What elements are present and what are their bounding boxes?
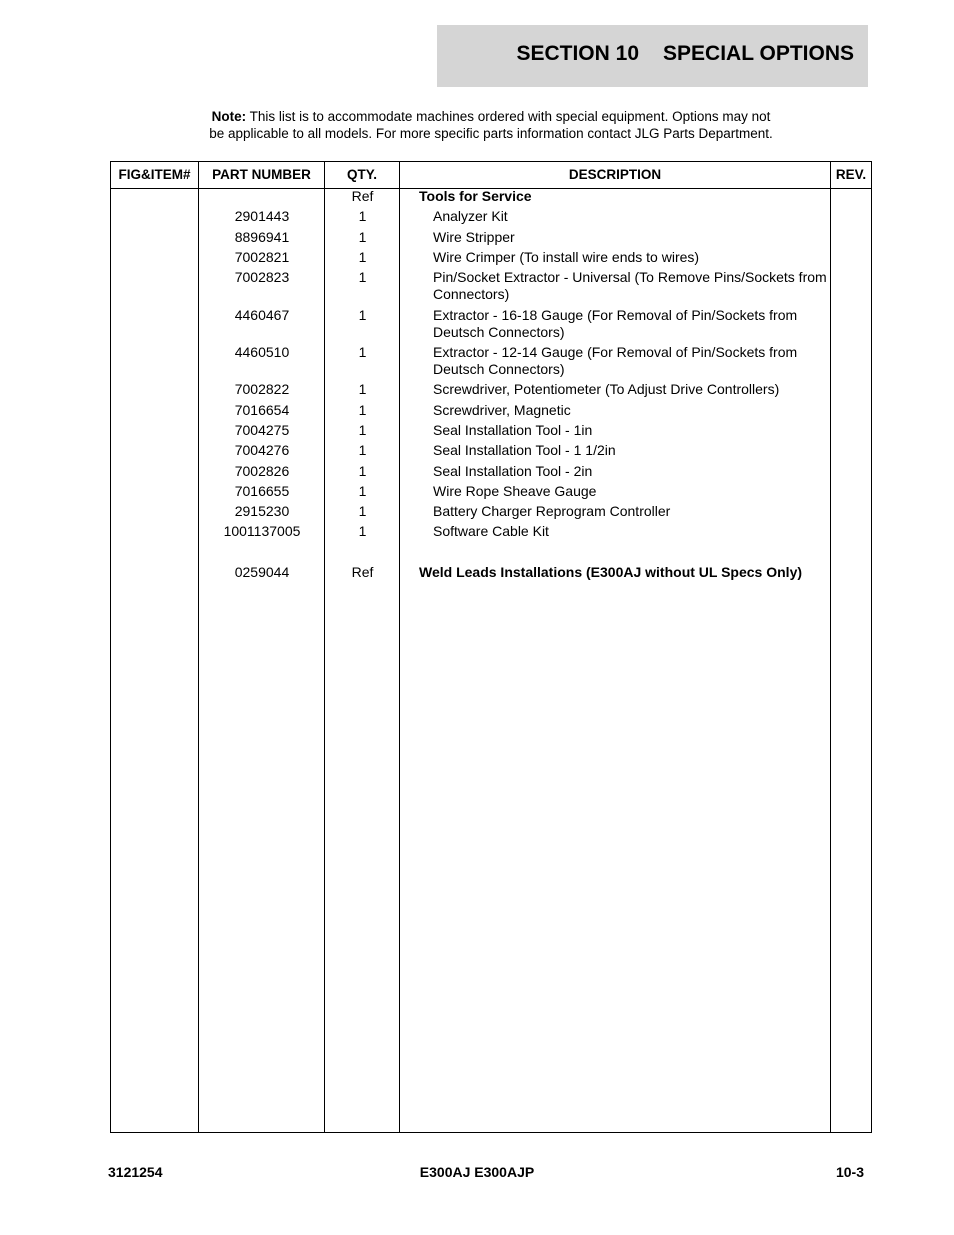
note-label: Note: — [211, 109, 247, 124]
part-number-cell: 7004276 — [234, 442, 290, 458]
description-cell: Seal Installation Tool - 1 1/2in — [433, 442, 616, 458]
note-line-2: be applicable to all models. For more specific parts information contact JLG Parts Department. — [209, 126, 773, 141]
part-number-cell: 4460467 — [234, 307, 290, 323]
footer-models: E300AJ E300AJP — [419, 1164, 535, 1180]
qty-cell: 1 — [358, 402, 367, 418]
part-number-cell: 2915230 — [234, 503, 290, 519]
footer-doc-number: 3121254 — [108, 1164, 163, 1180]
description-cell: Screwdriver, Magnetic — [433, 402, 571, 418]
part-number-cell: 7016654 — [234, 402, 290, 418]
description-cell: Wire Stripper — [433, 229, 515, 245]
part-number-cell: 4460510 — [234, 344, 290, 360]
description-cell: Analyzer Kit — [433, 208, 508, 224]
qty-cell: 1 — [358, 503, 367, 519]
qty-cell: 1 — [358, 523, 367, 539]
section-title — [516, 42, 854, 66]
section-name: SPECIAL OPTIONS — [663, 42, 854, 65]
parts-table — [110, 161, 872, 1133]
description-cell: Extractor - 16-18 Gauge (For Removal of Pin/Sockets from Deutsch Connectors) — [433, 307, 798, 340]
description-cell: Screwdriver, Potentiometer (To Adjust Drive Controllers) — [433, 381, 780, 397]
description-cell: Weld Leads Installations (E300AJ without UL Specs Only) — [419, 564, 803, 580]
description-cell: Wire Crimper (To install wire ends to wires) — [433, 249, 700, 265]
column-header-rev: REV. — [835, 167, 867, 182]
description-cell: Extractor - 12-14 Gauge (For Removal of Pin/Sockets from Deutsch Connectors) — [433, 344, 798, 377]
qty-cell: Ref — [351, 188, 374, 204]
qty-cell: 1 — [358, 442, 367, 458]
part-number-cell: 0259044 — [234, 564, 290, 580]
qty-cell: 1 — [358, 269, 367, 285]
column-divider — [830, 162, 831, 1132]
description-cell: Seal Installation Tool - 1in — [433, 422, 593, 438]
column-header-qty: QTY. — [346, 167, 377, 182]
qty-cell: 1 — [358, 344, 367, 360]
qty-cell: 1 — [358, 422, 367, 438]
description-cell: Software Cable Kit — [433, 523, 549, 539]
part-number-cell: 7002821 — [234, 249, 290, 265]
footer-page-number: 10-3 — [835, 1164, 864, 1180]
qty-cell: 1 — [358, 307, 367, 323]
part-number-cell: 7004275 — [234, 422, 290, 438]
column-header-fig-item: FIG&ITEM# — [118, 167, 191, 182]
qty-cell: 1 — [358, 249, 367, 265]
description-cell: Wire Rope Sheave Gauge — [433, 483, 597, 499]
qty-cell: 1 — [358, 381, 367, 397]
part-number-cell: 7002823 — [234, 269, 290, 285]
part-number-cell: 1001137005 — [223, 523, 301, 539]
note-line-1: This list is to accommodate machines ordered with special equipment. Options may not — [249, 109, 771, 124]
note-text — [150, 108, 832, 142]
qty-cell: 1 — [358, 229, 367, 245]
part-number-cell: 8896941 — [234, 229, 290, 245]
qty-cell: 1 — [358, 208, 367, 224]
description-cell: Battery Charger Reprogram Controller — [433, 503, 671, 519]
description-cell: Pin/Socket Extractor - Universal (To Remove Pins/Sockets from Connectors) — [433, 269, 827, 302]
column-header-part-number: PART NUMBER — [212, 167, 311, 182]
qty-cell: 1 — [358, 483, 367, 499]
column-header-description: DESCRIPTION — [568, 167, 662, 182]
qty-cell: Ref — [351, 564, 374, 580]
part-number-cell: 7002826 — [234, 463, 290, 479]
part-number-cell: 2901443 — [234, 208, 290, 224]
section-number: SECTION 10 — [516, 42, 640, 65]
section-header-box — [437, 25, 868, 87]
qty-cell: 1 — [358, 463, 367, 479]
part-number-cell: 7016655 — [234, 483, 290, 499]
description-cell: Seal Installation Tool - 2in — [433, 463, 593, 479]
part-number-cell: 7002822 — [234, 381, 290, 397]
description-cell: Tools for Service — [419, 188, 532, 204]
